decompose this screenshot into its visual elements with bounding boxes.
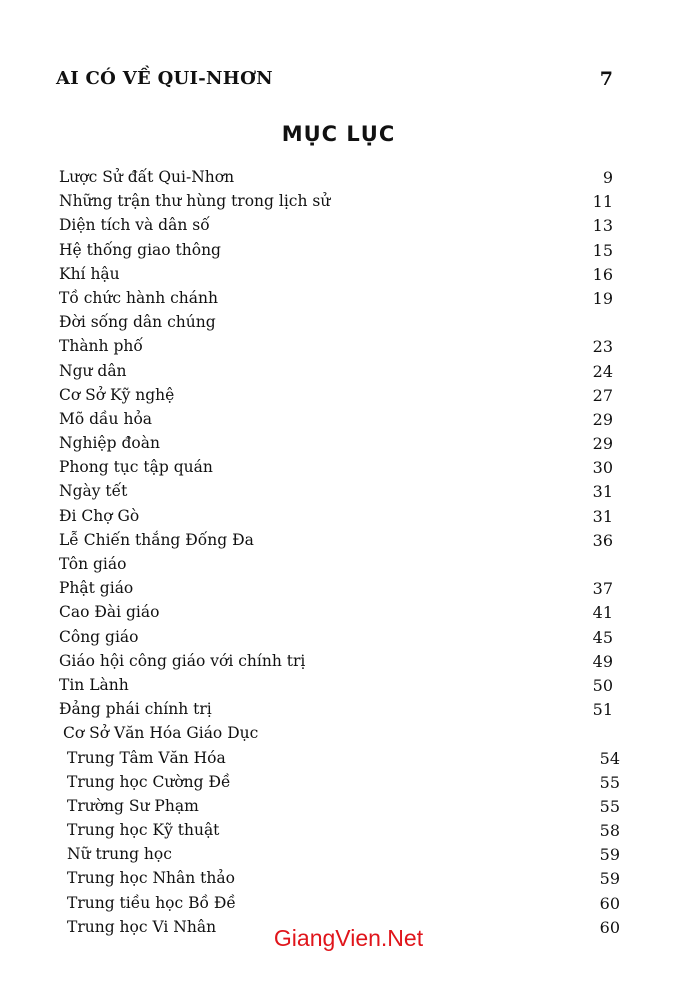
toc-entry [0,555,677,579]
toc-entry-label: Khí hậu [59,264,120,283]
toc-entry-label: Đời sống dân chúng [59,313,216,332]
toc-entry-label: Trung học Kỹ thuật [67,821,220,840]
toc-entry [0,386,677,410]
toc-entry [0,241,677,265]
toc-entry-label: Nghiệp đoàn [59,434,160,453]
toc-entry-label: Cơ Sở Văn Hóa Giáo Dục [63,724,259,743]
toc-entry-page-number: 50 [592,675,613,695]
toc-entry-page-number: 54 [599,748,620,768]
toc-entry [0,362,677,386]
toc-entry [0,652,677,676]
toc-entry [0,579,677,603]
toc-entry [0,724,677,748]
toc-entry-page-number: 60 [599,917,620,937]
toc-entry [0,894,677,918]
toc-entry-page-number: 9 [602,168,613,187]
toc-entry-label: Tôn giáo [59,555,127,573]
toc-entry-label: Công giáo [59,627,139,646]
toc-entry-page-number: 16 [592,264,613,284]
toc-entry-label: Tin Lành [59,675,129,694]
toc-entry [0,603,677,627]
toc-entry-page-number: 41 [592,603,613,623]
toc-entry [0,797,677,821]
toc-entry-page-number: 30 [592,458,613,478]
toc-entry [0,434,677,458]
toc-entry-page-number: 58 [599,821,620,841]
toc-entry-page-number: 36 [592,530,613,550]
toc-title: MỤC LỤC [281,122,396,146]
toc-entry-label: Nữ trung học [67,845,172,864]
toc-entry [0,192,677,216]
toc-entry-page-number: 49 [592,651,613,671]
toc-entry-page-number: 55 [599,772,620,792]
toc-entry-label: Trung tiều học Bồ Đề [67,893,236,912]
toc-entry [0,482,677,506]
toc-entry [0,531,677,555]
toc-entry-label: Tồ chức hành chánh [59,288,218,307]
toc-entry [0,845,677,869]
toc-entry [0,869,677,893]
toc-entry [0,821,677,845]
toc-entry-label: Phật giáo [59,579,134,598]
toc-entry-page-number: 51 [592,700,613,720]
toc-entry-label: Trường Sư Phạm [67,796,199,815]
toc-entry-label: Ngư dân [59,361,127,380]
toc-entry-page-number: 24 [592,361,613,381]
toc-entry-page-number: 31 [592,506,613,526]
toc-entry [0,628,677,652]
toc-entry-page-number: 60 [599,893,620,913]
toc-entry-page-number: 23 [592,337,613,357]
watermark-text: GiangVien.Net [273,925,424,951]
toc-entry-label: Cao Đài giáo [59,603,160,622]
toc-entry-label: Lược Sử đất Qui-Nhơn [59,168,235,186]
toc-entry-page-number: 37 [592,579,613,599]
running-header-title: AI CÓ VỀ QUI-NHƠN [56,68,273,89]
table-of-contents [0,168,677,942]
toc-entry [0,289,677,313]
toc-entry-label: Trung học Vi Nhân [67,917,217,936]
toc-entry [0,458,677,482]
toc-entry [0,773,677,797]
toc-entry [0,749,677,773]
toc-entry-label: Cơ Sở Kỹ nghệ [59,385,175,404]
toc-entry-label: Ngày tết [59,482,128,501]
toc-entry-page-number: 55 [599,796,620,816]
running-header-page-number: 7 [599,68,613,90]
toc-entry-label: Hệ thống giao thông [59,240,221,259]
toc-entry [0,410,677,434]
toc-entry-page-number: 27 [592,385,613,405]
toc-entry-label: Giáo hội công giáo với chính trị [59,651,306,670]
toc-entry [0,700,677,724]
toc-entry-page-number: 15 [592,240,613,260]
running-header [56,68,613,92]
toc-entry-page-number: 29 [592,409,613,429]
toc-entry [0,265,677,289]
toc-entry-label: Trung học Nhân thảo [67,869,235,888]
toc-entry [0,676,677,700]
toc-entry-label: Diện tích và dân số [59,216,210,235]
toc-entry-label: Đi Chợ Gò [59,506,140,525]
toc-entry-label: Trung Tâm Văn Hóa [67,748,226,767]
toc-entry [0,507,677,531]
toc-entry [0,168,677,192]
toc-entry-label: Đảng phái chính trị [59,700,212,719]
toc-entry-page-number: 13 [592,216,613,236]
toc-entry-page-number: 31 [592,482,613,502]
toc-entry-page-number: 59 [599,869,620,889]
toc-entry-page-number: 11 [592,192,613,212]
toc-entry-label: Thành phố [59,337,143,356]
toc-entry-page-number: 45 [592,627,613,647]
toc-entry-label: Những trận thư hùng trong lịch sử [59,192,331,211]
toc-entry-label: Lễ Chiến thắng Đống Đa [59,530,254,549]
toc-entry-label: Phong tục tập quán [59,458,213,477]
toc-entry-page-number: 29 [592,434,613,454]
toc-entry [0,313,677,337]
toc-entry [0,337,677,361]
toc-entry-label: Trung học Cường Đề [67,772,231,791]
toc-entry-label: Mõ dầu hỏa [59,409,153,428]
toc-entry-page-number: 19 [592,288,613,308]
toc-entry [0,216,677,240]
toc-entry-page-number: 59 [599,845,620,865]
